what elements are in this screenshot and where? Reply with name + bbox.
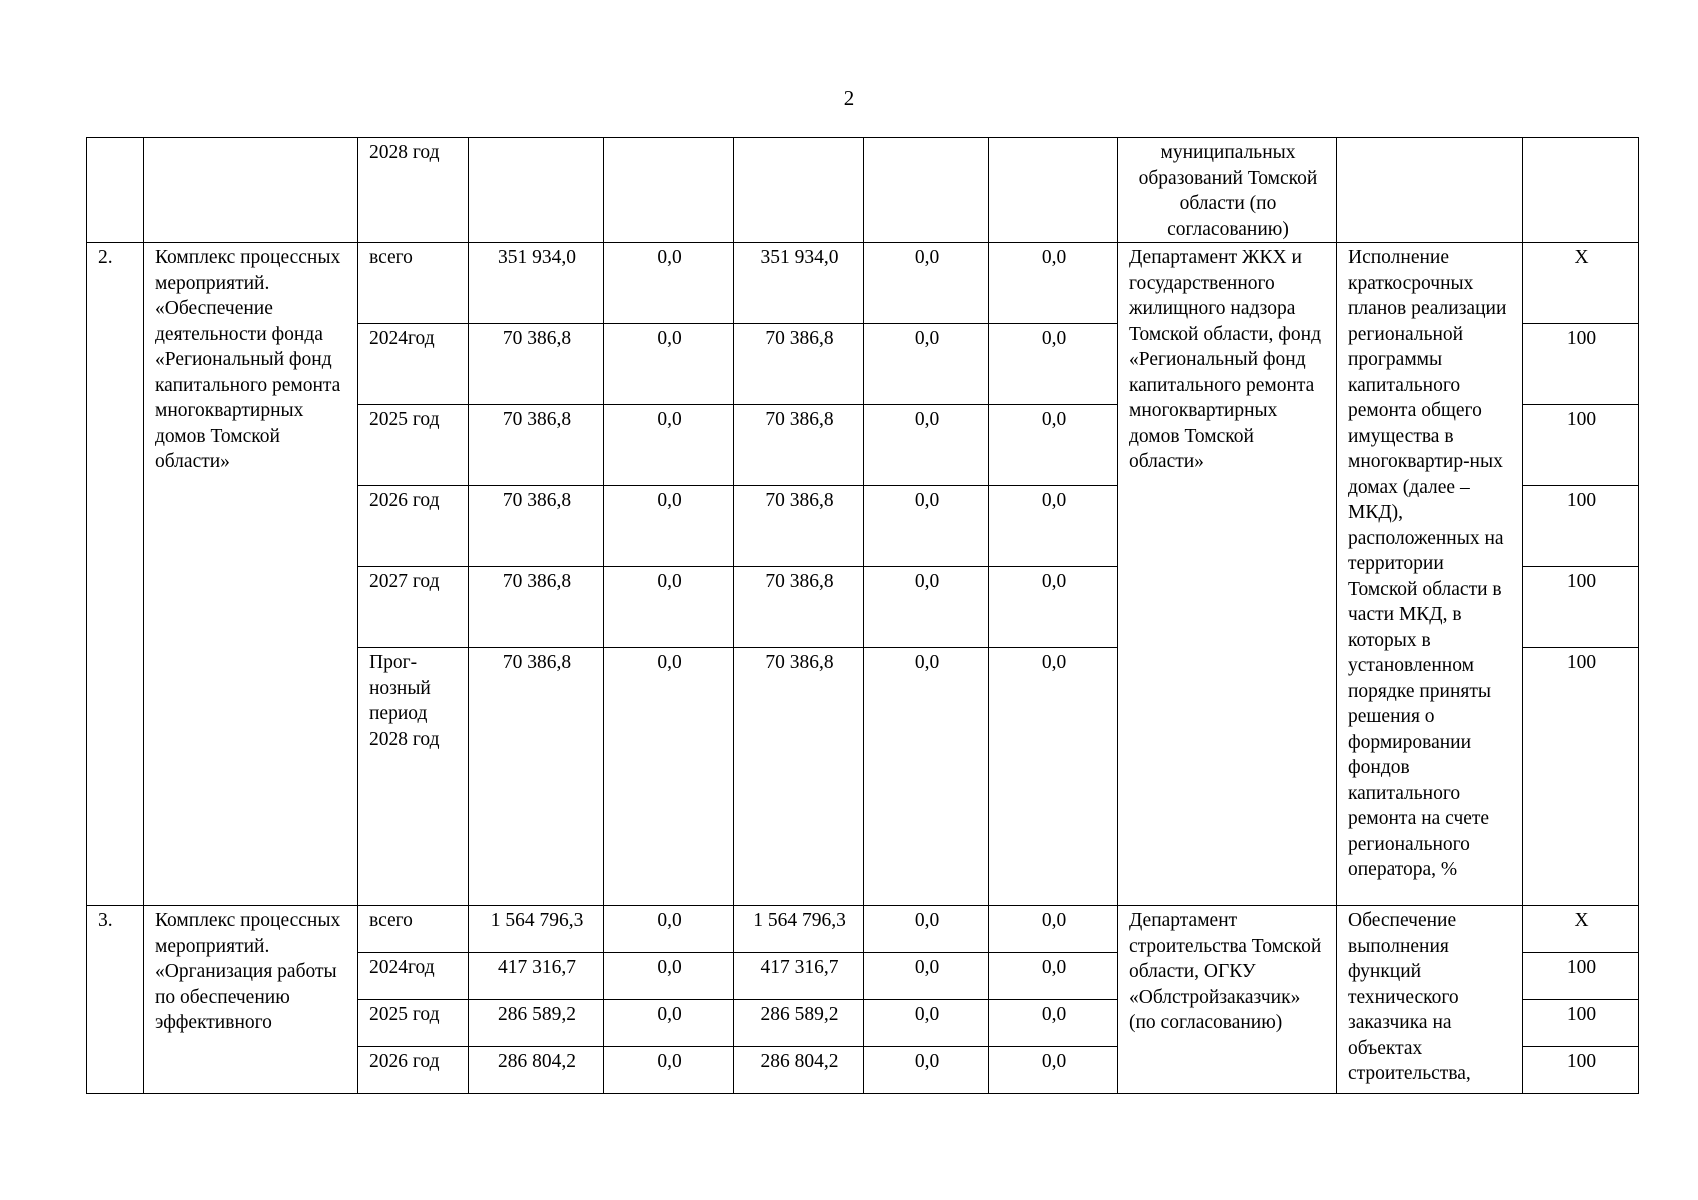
indicator-cell: Обеспечение выполнения функций технического заказчика на объектах строительства, bbox=[1337, 906, 1523, 1094]
other-cell: 0,0 bbox=[989, 405, 1118, 486]
value-cell: 100 bbox=[1523, 1047, 1639, 1094]
other-cell: 0,0 bbox=[989, 648, 1118, 906]
value-cell: 100 bbox=[1523, 953, 1639, 1000]
executor-cell: Департамент строительства Томской области, ОГКУ «Облстройзаказчик» (по согласованию) bbox=[1118, 906, 1337, 1094]
total-cell: 1 564 796,3 bbox=[469, 906, 604, 953]
value-cell bbox=[1523, 138, 1639, 243]
other-cell: 0,0 bbox=[989, 953, 1118, 1000]
regional-cell: 70 386,8 bbox=[734, 486, 864, 567]
item-name: Комплекс процессных мероприятий. «Обеспечение деятельности фонда «Региональный фонд капитального ремонта многоквартирных домов Томской области» bbox=[144, 243, 358, 906]
item-name: Комплекс процессных мероприятий. «Организация работы по обеспечению эффективного bbox=[144, 906, 358, 1094]
value-cell: X bbox=[1523, 906, 1639, 953]
other-cell: 0,0 bbox=[989, 324, 1118, 405]
total-cell: 70 386,8 bbox=[469, 405, 604, 486]
table-row bbox=[87, 906, 1639, 953]
total-cell: 70 386,8 bbox=[469, 486, 604, 567]
federal-cell: 0,0 bbox=[604, 648, 734, 906]
number-cell bbox=[87, 138, 144, 243]
regional-cell: 286 804,2 bbox=[734, 1047, 864, 1094]
value-cell: 100 bbox=[1523, 567, 1639, 648]
regional-cell: 70 386,8 bbox=[734, 567, 864, 648]
period-cell: 2028 год bbox=[358, 138, 469, 243]
total-cell: 70 386,8 bbox=[469, 567, 604, 648]
federal-cell: 0,0 bbox=[604, 405, 734, 486]
local-cell bbox=[864, 138, 989, 243]
period-cell: 2024год bbox=[358, 953, 469, 1000]
federal-cell: 0,0 bbox=[604, 906, 734, 953]
other-cell: 0,0 bbox=[989, 906, 1118, 953]
local-cell: 0,0 bbox=[864, 1047, 989, 1094]
total-cell: 351 934,0 bbox=[469, 243, 604, 324]
executor-cell: Департамент ЖКХ и государственного жилищного надзора Томской области, фонд «Региональный фонд капитального ремонта многоквартирных домов Томской области» bbox=[1118, 243, 1337, 906]
page-number: 2 bbox=[843, 86, 855, 110]
regional-cell: 1 564 796,3 bbox=[734, 906, 864, 953]
value-cell: 100 bbox=[1523, 486, 1639, 567]
local-cell: 0,0 bbox=[864, 567, 989, 648]
regional-cell: 70 386,8 bbox=[734, 324, 864, 405]
total-cell: 286 589,2 bbox=[469, 1000, 604, 1047]
regional-cell: 70 386,8 bbox=[734, 405, 864, 486]
other-cell: 0,0 bbox=[989, 1000, 1118, 1047]
table-row bbox=[87, 243, 1639, 324]
total-cell: 70 386,8 bbox=[469, 324, 604, 405]
local-cell: 0,0 bbox=[864, 243, 989, 324]
item-number: 3. bbox=[87, 906, 144, 1094]
value-cell: 100 bbox=[1523, 405, 1639, 486]
federal-cell bbox=[604, 138, 734, 243]
period-cell: всего bbox=[358, 243, 469, 324]
other-cell bbox=[989, 138, 1118, 243]
table-row bbox=[87, 138, 1639, 243]
item-number: 2. bbox=[87, 243, 144, 906]
period-cell: 2025 год bbox=[358, 1000, 469, 1047]
period-cell: 2026 год bbox=[358, 486, 469, 567]
total-cell bbox=[469, 138, 604, 243]
period-cell: 2027 год bbox=[358, 567, 469, 648]
value-cell: 100 bbox=[1523, 324, 1639, 405]
total-cell: 286 804,2 bbox=[469, 1047, 604, 1094]
indicator-cell bbox=[1337, 138, 1523, 243]
federal-cell: 0,0 bbox=[604, 486, 734, 567]
local-cell: 0,0 bbox=[864, 953, 989, 1000]
value-cell: 100 bbox=[1523, 648, 1639, 906]
federal-cell: 0,0 bbox=[604, 953, 734, 1000]
regional-cell: 70 386,8 bbox=[734, 648, 864, 906]
federal-cell: 0,0 bbox=[604, 1000, 734, 1047]
local-cell: 0,0 bbox=[864, 648, 989, 906]
local-cell: 0,0 bbox=[864, 324, 989, 405]
period-cell: всего bbox=[358, 906, 469, 953]
federal-cell: 0,0 bbox=[604, 1047, 734, 1094]
local-cell: 0,0 bbox=[864, 486, 989, 567]
regional-cell: 286 589,2 bbox=[734, 1000, 864, 1047]
regional-cell: 417 316,7 bbox=[734, 953, 864, 1000]
federal-cell: 0,0 bbox=[604, 324, 734, 405]
local-cell: 0,0 bbox=[864, 1000, 989, 1047]
regional-cell bbox=[734, 138, 864, 243]
program-table bbox=[86, 137, 1639, 1094]
total-cell: 417 316,7 bbox=[469, 953, 604, 1000]
value-cell: X bbox=[1523, 243, 1639, 324]
local-cell: 0,0 bbox=[864, 906, 989, 953]
other-cell: 0,0 bbox=[989, 486, 1118, 567]
name-cell bbox=[144, 138, 358, 243]
period-cell: 2026 год bbox=[358, 1047, 469, 1094]
value-cell: 100 bbox=[1523, 1000, 1639, 1047]
federal-cell: 0,0 bbox=[604, 567, 734, 648]
period-cell: 2025 год bbox=[358, 405, 469, 486]
regional-cell: 351 934,0 bbox=[734, 243, 864, 324]
other-cell: 0,0 bbox=[989, 567, 1118, 648]
local-cell: 0,0 bbox=[864, 405, 989, 486]
indicator-cell: Исполнение краткосрочных планов реализации региональной программы капитального ремонта общего имущества в многоквартир-ных домах (далее – МКД), расположенных на территории Томской области в части МКД, в которых в установленном порядке приняты решения о формировании фондов капитального ремонта на счете регионального оператора, % bbox=[1337, 243, 1523, 906]
other-cell: 0,0 bbox=[989, 243, 1118, 324]
other-cell: 0,0 bbox=[989, 1047, 1118, 1094]
federal-cell: 0,0 bbox=[604, 243, 734, 324]
period-cell: 2024год bbox=[358, 324, 469, 405]
total-cell: 70 386,8 bbox=[469, 648, 604, 906]
executor-cell: муниципальных образований Томской области (по согласованию) bbox=[1118, 138, 1337, 243]
period-cell: Прог-нозный период 2028 год bbox=[358, 648, 469, 906]
